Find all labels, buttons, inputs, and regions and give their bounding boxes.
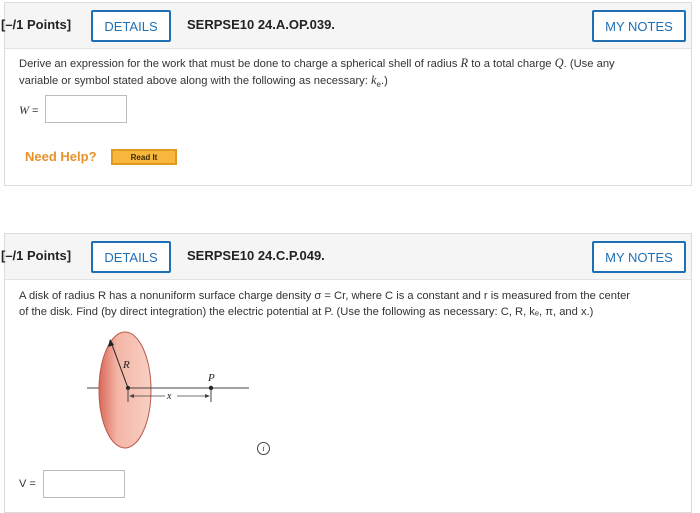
answer-var-w: W bbox=[19, 103, 29, 117]
question-text bbox=[19, 55, 679, 93]
answer-var-v: V bbox=[19, 478, 27, 490]
question-text bbox=[19, 288, 691, 320]
figure-label-x: x bbox=[167, 391, 172, 402]
question-line-1: A disk of radius R has a nonuniform surface charge density σ = Cr, where C is a constant and r is measured from the center bbox=[19, 290, 631, 302]
read-it-button[interactable]: Read It bbox=[111, 149, 177, 165]
problem-header-1 bbox=[1, 3, 691, 49]
problem-id: SERPSE10 24.C.P.049. bbox=[187, 248, 325, 263]
x-dim-arrow-right bbox=[205, 394, 210, 398]
points-label: [–/1 Points] bbox=[1, 17, 72, 32]
question-line-1c: . (Use any bbox=[563, 58, 615, 70]
answer-equals: = bbox=[26, 478, 36, 490]
my-notes-button[interactable]: MY NOTES bbox=[592, 241, 686, 273]
problem-header-2 bbox=[1, 234, 691, 280]
need-help-label: Need Help? bbox=[25, 149, 97, 164]
problem-id: SERPSE10 24.A.OP.039. bbox=[187, 17, 335, 32]
question-line-2a: variable or symbol stated above along with the following as necessary: bbox=[19, 75, 371, 87]
answer-equals: = bbox=[29, 105, 39, 117]
answer-input-v[interactable] bbox=[43, 470, 125, 498]
disk-shape bbox=[99, 332, 151, 448]
question-line-2: of the disk. Find (by direct integration) the electric potential at P. (Use the following as necessary: C, R, kₑ, π, and x.) bbox=[19, 306, 594, 318]
figure-label-P: P bbox=[208, 372, 215, 384]
question-line-1b: to a total charge bbox=[468, 58, 555, 70]
figure-label-R: R bbox=[123, 359, 130, 371]
details-button[interactable]: DETAILS bbox=[91, 10, 171, 42]
answer-input-w[interactable] bbox=[45, 95, 127, 123]
disk-figure bbox=[83, 330, 253, 450]
points-label: [–/1 Points] bbox=[1, 248, 72, 263]
var-ke-sub: e bbox=[376, 80, 381, 90]
question-line-2b: .) bbox=[381, 75, 388, 87]
info-icon[interactable]: i bbox=[257, 442, 270, 455]
var-ke: k bbox=[370, 73, 377, 87]
var-R: R bbox=[460, 56, 469, 70]
details-button[interactable]: DETAILS bbox=[91, 241, 171, 273]
answer-label-v bbox=[19, 478, 36, 490]
question-line-1a: Derive an expression for the work that must be done to charge a spherical shell of radius bbox=[19, 58, 461, 70]
problem-card-2 bbox=[1, 233, 692, 513]
answer-label-w bbox=[19, 103, 38, 118]
var-Q: Q bbox=[554, 56, 564, 70]
my-notes-button[interactable]: MY NOTES bbox=[592, 10, 686, 42]
problem-card-1 bbox=[1, 2, 692, 186]
